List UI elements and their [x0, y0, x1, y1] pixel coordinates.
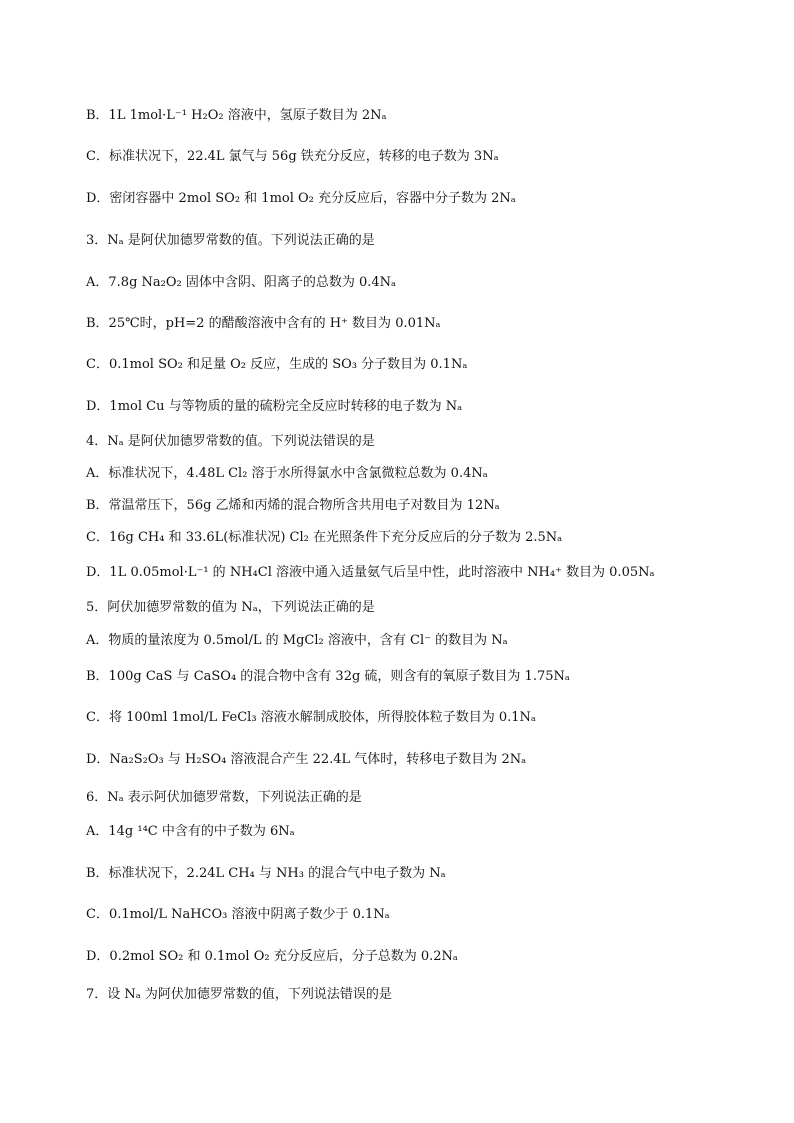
q3-option-a: A．7.8g Na₂O₂ 固体中含阴、阳离子的总数为 0.4Nₐ [86, 275, 397, 290]
option-d-so2-o2: D．密闭容器中 2mol SO₂ 和 1mol O₂ 充分反应后，容器中分子数为 2Nₐ [86, 191, 516, 206]
q6-option-b: B．标准状况下，2.24L CH₄ 与 NH₃ 的混合气中电子数为 Nₐ [86, 866, 446, 881]
q5-option-b: B．100g CaS 与 CaSO₄ 的混合物中含有 32g 硫，则含有的氧原子数目为 1.75Nₐ [86, 669, 570, 684]
q5-option-d: D．Na₂S₂O₃ 与 H₂SO₄ 溶液混合产生 22.4L 气体时，转移电子数目为 2Nₐ [86, 752, 527, 767]
q4-option-c: C．16g CH₄ 和 33.6L(标准状况) Cl₂ 在光照条件下充分反应后的分子数为 2.5Nₐ [86, 530, 563, 545]
question-7-stem: 7．设 Nₐ 为阿伏加德罗常数的值，下列说法错误的是 [86, 987, 392, 1002]
q3-option-d: D．1mol Cu 与等物质的量的硫粉完全反应时转移的电子数为 Nₐ [86, 399, 463, 414]
q6-option-a: A．14g ¹⁴C 中含有的中子数为 6Nₐ [86, 824, 295, 839]
option-b-h2o2: B．1L 1mol·L⁻¹ H₂O₂ 溶液中，氢原子数目为 2Nₐ [86, 108, 387, 123]
q4-option-d: D．1L 0.05mol·L⁻¹ 的 NH₄Cl 溶液中通入适量氨气后呈中性，此时溶液中 NH₄⁺ 数目为 0.05Nₐ [86, 565, 655, 580]
question-4-stem: 4．Nₐ 是阿伏加德罗常数的值。下列说法错误的是 [86, 434, 375, 449]
question-6-stem: 6．Nₐ 表示阿伏加德罗常数，下列说法正确的是 [86, 790, 362, 805]
question-5-stem: 5．阿伏加德罗常数的值为 Nₐ，下列说法正确的是 [86, 600, 375, 615]
q6-option-d: D．0.2mol SO₂ 和 0.1mol O₂ 充分反应后，分子总数为 0.2Nₐ [86, 949, 458, 964]
option-c-chlorine-iron: C．标准状况下，22.4L 氯气与 56g 铁充分反应，转移的电子数为 3Nₐ [86, 149, 499, 164]
q3-option-b: B．25℃时，pH=2 的醋酸溶液中含有的 H⁺ 数目为 0.01Nₐ [86, 316, 441, 331]
q5-option-a: A．物质的量浓度为 0.5mol/L 的 MgCl₂ 溶液中，含有 Cl⁻ 的数目为 Nₐ [86, 633, 508, 648]
q3-option-c: C．0.1mol SO₂ 和足量 O₂ 反应，生成的 SO₃ 分子数目为 0.1Nₐ [86, 357, 468, 372]
q4-option-b: B．常温常压下，56g 乙烯和丙烯的混合物所含共用电子对数目为 12Nₐ [86, 498, 500, 513]
q4-option-a: A．标准状况下，4.48L Cl₂ 溶于水所得氯水中含氯微粒总数为 0.4Nₐ [86, 466, 488, 481]
q6-option-c: C．0.1mol/L NaHCO₃ 溶液中阴离子数少于 0.1Nₐ [86, 907, 390, 922]
question-3-stem: 3．Nₐ 是阿伏加德罗常数的值。下列说法正确的是 [86, 233, 375, 248]
q5-option-c: C．将 100ml 1mol/L FeCl₃ 溶液水解制成胶体，所得胶体粒子数目为 0.1Nₐ [86, 710, 536, 725]
